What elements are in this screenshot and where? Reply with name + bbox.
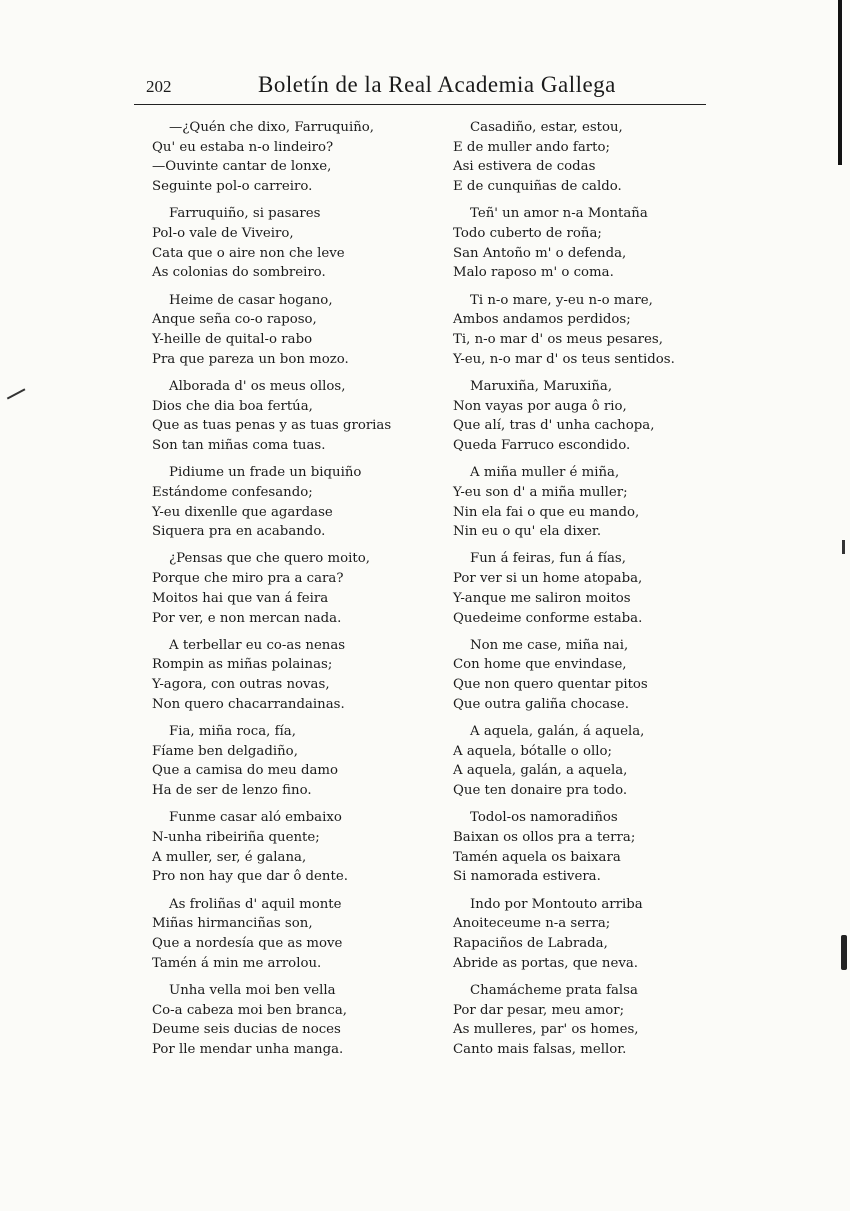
stanza (152, 118, 414, 204)
verse-line: Por ver si un home atopaba, (453, 571, 643, 587)
verse-line: Unha vella moi ben vella (169, 982, 336, 998)
stanza (453, 118, 713, 204)
verse-line: Non quero chacarrandainas. (152, 696, 345, 712)
verse-line: Deume seis ducias de noces (152, 1022, 341, 1038)
stanza (453, 808, 713, 894)
verse-line: A muller, ser, é galana, (152, 849, 307, 865)
verse-line: Todol-os namoradiños (470, 810, 618, 826)
verse-line: Seguinte pol-o carreiro. (152, 179, 313, 195)
stanza (152, 377, 414, 463)
verse-line: Teñ' un amor n-a Montaña (470, 206, 648, 222)
verse-line: Ti n-o mare, y-eu n-o mare, (470, 292, 653, 308)
stanza (152, 722, 414, 808)
stanza (453, 204, 713, 290)
stanza (152, 981, 414, 1067)
verse-line: Farruquiño, si pasares (169, 206, 321, 222)
verse-line: Que as tuas penas y as tuas grorias (152, 418, 392, 434)
verse-line: Casadiño, estar, estou, (470, 120, 623, 135)
verse-line: Pra que pareza un bon mozo. (152, 351, 349, 367)
ink-mark (7, 388, 25, 399)
verse-line: Non me case, miña nai, (470, 637, 629, 653)
verse-line: Dios che dia boa fertúa, (152, 398, 313, 414)
verse-line: E de muller ando farto; (453, 139, 610, 155)
verse-line: Y-eu son d' a miña muller; (453, 484, 628, 500)
verse-line: A terbellar eu co-as nenas (169, 637, 346, 653)
verse-line: Que alí, tras d' unha cachopa, (453, 418, 655, 434)
verse-line: Siquera pra en acabando. (152, 524, 326, 540)
verse-line: As colonias do sombreiro. (152, 265, 326, 281)
verse-line: Qu' eu estaba n-o lindeiro? (152, 139, 334, 155)
scan-edge-mark (841, 935, 847, 970)
verse-line: Quedeime conforme estaba. (453, 610, 643, 626)
verse-line: Ha de ser de lenzo fino. (152, 783, 312, 799)
verse-line: Alborada d' os meus ollos, (169, 378, 346, 394)
verse-line: Fia, miña roca, fía, (169, 724, 296, 740)
verse-line: Que a nordesía que as move (152, 936, 343, 952)
verse-line: Malo raposo m' o coma. (453, 265, 614, 281)
stanza (453, 895, 713, 981)
stanza (453, 377, 713, 463)
verse-line: Chamácheme prata falsa (470, 982, 638, 998)
verse-line: Y-heille de quital-o rabo (152, 331, 313, 347)
scan-edge-mark (842, 540, 845, 554)
verse-line: Que non quero quentar pitos (453, 677, 648, 693)
verse-line: Non vayas por auga ô rio, (453, 398, 627, 414)
verse-line: Cata que o aire non che leve (152, 245, 345, 261)
page-header (134, 70, 706, 105)
verse-line: Por ver, e non mercan nada. (152, 610, 342, 626)
verse-line: Y-agora, con outras novas, (152, 677, 330, 693)
verse-line: As mulleres, par' os homes, (453, 1022, 639, 1038)
verse-line: Y-anque me saliron moitos (453, 590, 631, 606)
verse-line: Y-eu, n-o mar d' os teus sentidos. (453, 351, 675, 367)
stanza (152, 895, 414, 981)
verse-line: N-unha ribeiriña quente; (152, 830, 320, 846)
verse-line: Indo por Montouto arriba (470, 896, 643, 912)
right-column (453, 118, 713, 1067)
verse-line: Co-a cabeza moi ben branca, (152, 1002, 347, 1018)
verse-line: Ti, n-o mar d' os meus pesares, (453, 331, 663, 347)
verse-line: ¿Pensas que che quero moito, (169, 551, 370, 567)
verse-line: Rompin as miñas polainas; (152, 657, 333, 673)
verse-line: Que ten donaire pra todo. (453, 783, 628, 799)
verse-line: Tamén á min me arrolou. (152, 955, 322, 971)
verse-line: Que outra galiña chocase. (453, 696, 629, 712)
verse-line: Nin ela fai o que eu mando, (453, 504, 640, 520)
stanza (152, 808, 414, 894)
verse-line: A aquela, bótalle o ollo; (453, 743, 612, 759)
verse-line: Queda Farruco escondido. (453, 437, 631, 453)
verse-line: Porque che miro pra a cara? (152, 571, 344, 587)
verse-line: Y-eu dixenlle que agardase (152, 504, 333, 520)
stanza (152, 636, 414, 722)
verse-line: Que a camisa do meu damo (152, 763, 338, 779)
verse-line: Por lle mendar unha manga. (152, 1042, 344, 1058)
verse-line: Miñas hirmanciñas son, (152, 916, 313, 932)
verse-line: Si namorada estivera. (453, 869, 601, 885)
verse-line: Anoiteceume n-a serra; (453, 916, 611, 932)
verse-line: Rapaciños de Labrada, (453, 936, 608, 952)
verse-line: Fun á feiras, fun á fías, (470, 551, 626, 567)
verse-line: San Antoño m' o defenda, (453, 245, 627, 261)
stanza (152, 204, 414, 290)
verse-line: Abride as portas, que neva. (453, 955, 639, 971)
stanza (152, 549, 414, 635)
verse-line: Ambos andamos perdidos; (453, 312, 631, 328)
stanza (453, 463, 713, 549)
verse-line: Tamén aquela os baixara (453, 849, 621, 865)
verse-line: Maruxiña, Maruxiña, (470, 378, 613, 394)
stanza (453, 981, 713, 1067)
verse-line: A aquela, galán, a aquela, (453, 763, 628, 779)
verse-line: Canto mais falsas, mellor. (453, 1042, 627, 1058)
stanza (453, 291, 713, 377)
verse-line: As froliñas d' aquil monte (169, 896, 342, 912)
stanza (453, 722, 713, 808)
verse-line: Funme casar aló embaixo (169, 810, 342, 826)
journal-title: Boletín de la Real Academia Gallega (258, 72, 616, 97)
stanza (453, 636, 713, 722)
verse-line: Todo cuberto de roña; (453, 225, 602, 241)
verse-line: Pol-o vale de Viveiro, (152, 225, 294, 241)
verse-line: A miña muller é miña, (470, 465, 620, 481)
stanza (152, 291, 414, 377)
verse-line: —¿Quén che dixo, Farruquiño, (169, 120, 375, 135)
verse-line: Asi estivera de codas (453, 159, 596, 175)
stanza (152, 463, 414, 549)
verse-line: Fíame ben delgadiño, (152, 743, 298, 759)
left-column (152, 118, 414, 1067)
verse-line: Baixan os ollos pra a terra; (453, 830, 636, 846)
stanza (453, 549, 713, 635)
scan-edge-mark (838, 0, 842, 165)
page-number: 202 (146, 77, 172, 96)
verse-line: Con home que envindase, (453, 657, 627, 673)
verse-line: Son tan miñas coma tuas. (152, 437, 326, 453)
verse-line: Pidiume un frade un biquiño (169, 465, 362, 481)
verse-line: Pro non hay que dar ô dente. (152, 869, 348, 885)
verse-line: Moitos hai que van á feira (152, 590, 329, 606)
verse-line: A aquela, galán, á aquela, (470, 724, 645, 740)
verse-line: E de cunquiñas de caldo. (453, 179, 622, 195)
verse-line: Nin eu o qu' ela dixer. (453, 524, 602, 540)
verse-line: Estándome confesando; (152, 484, 313, 500)
verse-line: —Ouvinte cantar de lonxe, (152, 159, 332, 175)
verse-line: Anque seña co-o raposo, (152, 312, 317, 328)
verse-line: Por dar pesar, meu amor; (453, 1002, 625, 1018)
verse-line: Heime de casar hogano, (169, 292, 333, 308)
